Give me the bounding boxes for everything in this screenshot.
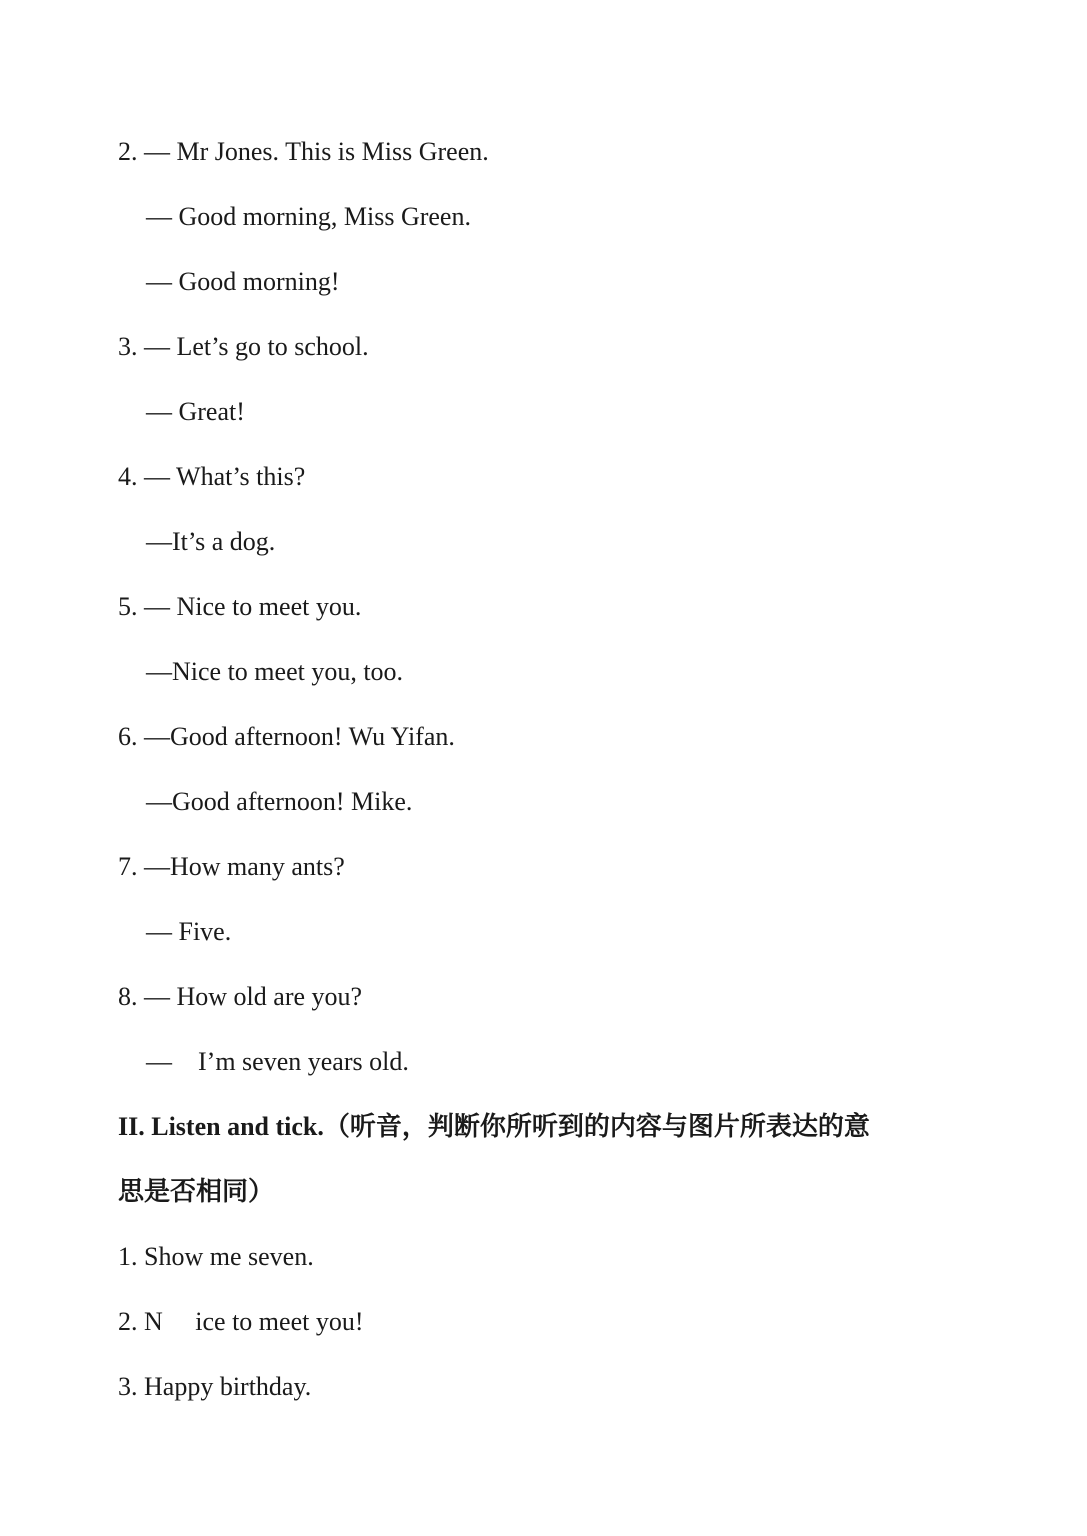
dialogue-4-line-2: —It’s a dog. (146, 527, 276, 556)
section-2-title-cn-1: （听音，判断你所听到的内容与图片所表达的意 (323, 1112, 870, 1142)
section-2-heading-line-1 (118, 1111, 870, 1143)
section-2-item-2: 2. N ice to meet you! (118, 1307, 364, 1336)
dialogue-7-line-1: 7. —How many ants? (118, 852, 345, 881)
dialogue-5-line-1: 5. — Nice to meet you. (118, 592, 362, 621)
dialogue-5-line-2: —Nice to meet you, too. (146, 657, 404, 686)
dialogue-8-line-2: — I’m seven years old. (146, 1047, 409, 1076)
dialogue-6-line-2: —Good afternoon! Mike. (146, 787, 413, 816)
section-2-title-en: II. Listen and tick. (118, 1112, 324, 1141)
dialogue-4-line-1: 4. — What’s this? (118, 462, 306, 491)
dialogue-3-line-2: — Great! (146, 397, 245, 426)
section-2-item-3: 3. Happy birthday. (118, 1372, 312, 1401)
section-2-item-1: 1. Show me seven. (118, 1242, 314, 1271)
dialogue-8-line-1: 8. — How old are you? (118, 982, 363, 1011)
dialogue-2-line-2: — Good morning, Miss Green. (146, 202, 471, 231)
dialogue-2-line-3: — Good morning! (146, 267, 340, 296)
dialogue-7-line-2: — Five. (146, 917, 232, 946)
section-2-title-cn-2: 思是否相同） (118, 1177, 275, 1207)
dialogue-2-line-1: 2. — Mr Jones. This is Miss Green. (118, 137, 489, 166)
dialogue-6-line-1: 6. —Good afternoon! Wu Yifan. (118, 722, 455, 751)
dialogue-3-line-1: 3. — Let’s go to school. (118, 332, 369, 361)
section-2-heading-line-2 (118, 1176, 274, 1208)
